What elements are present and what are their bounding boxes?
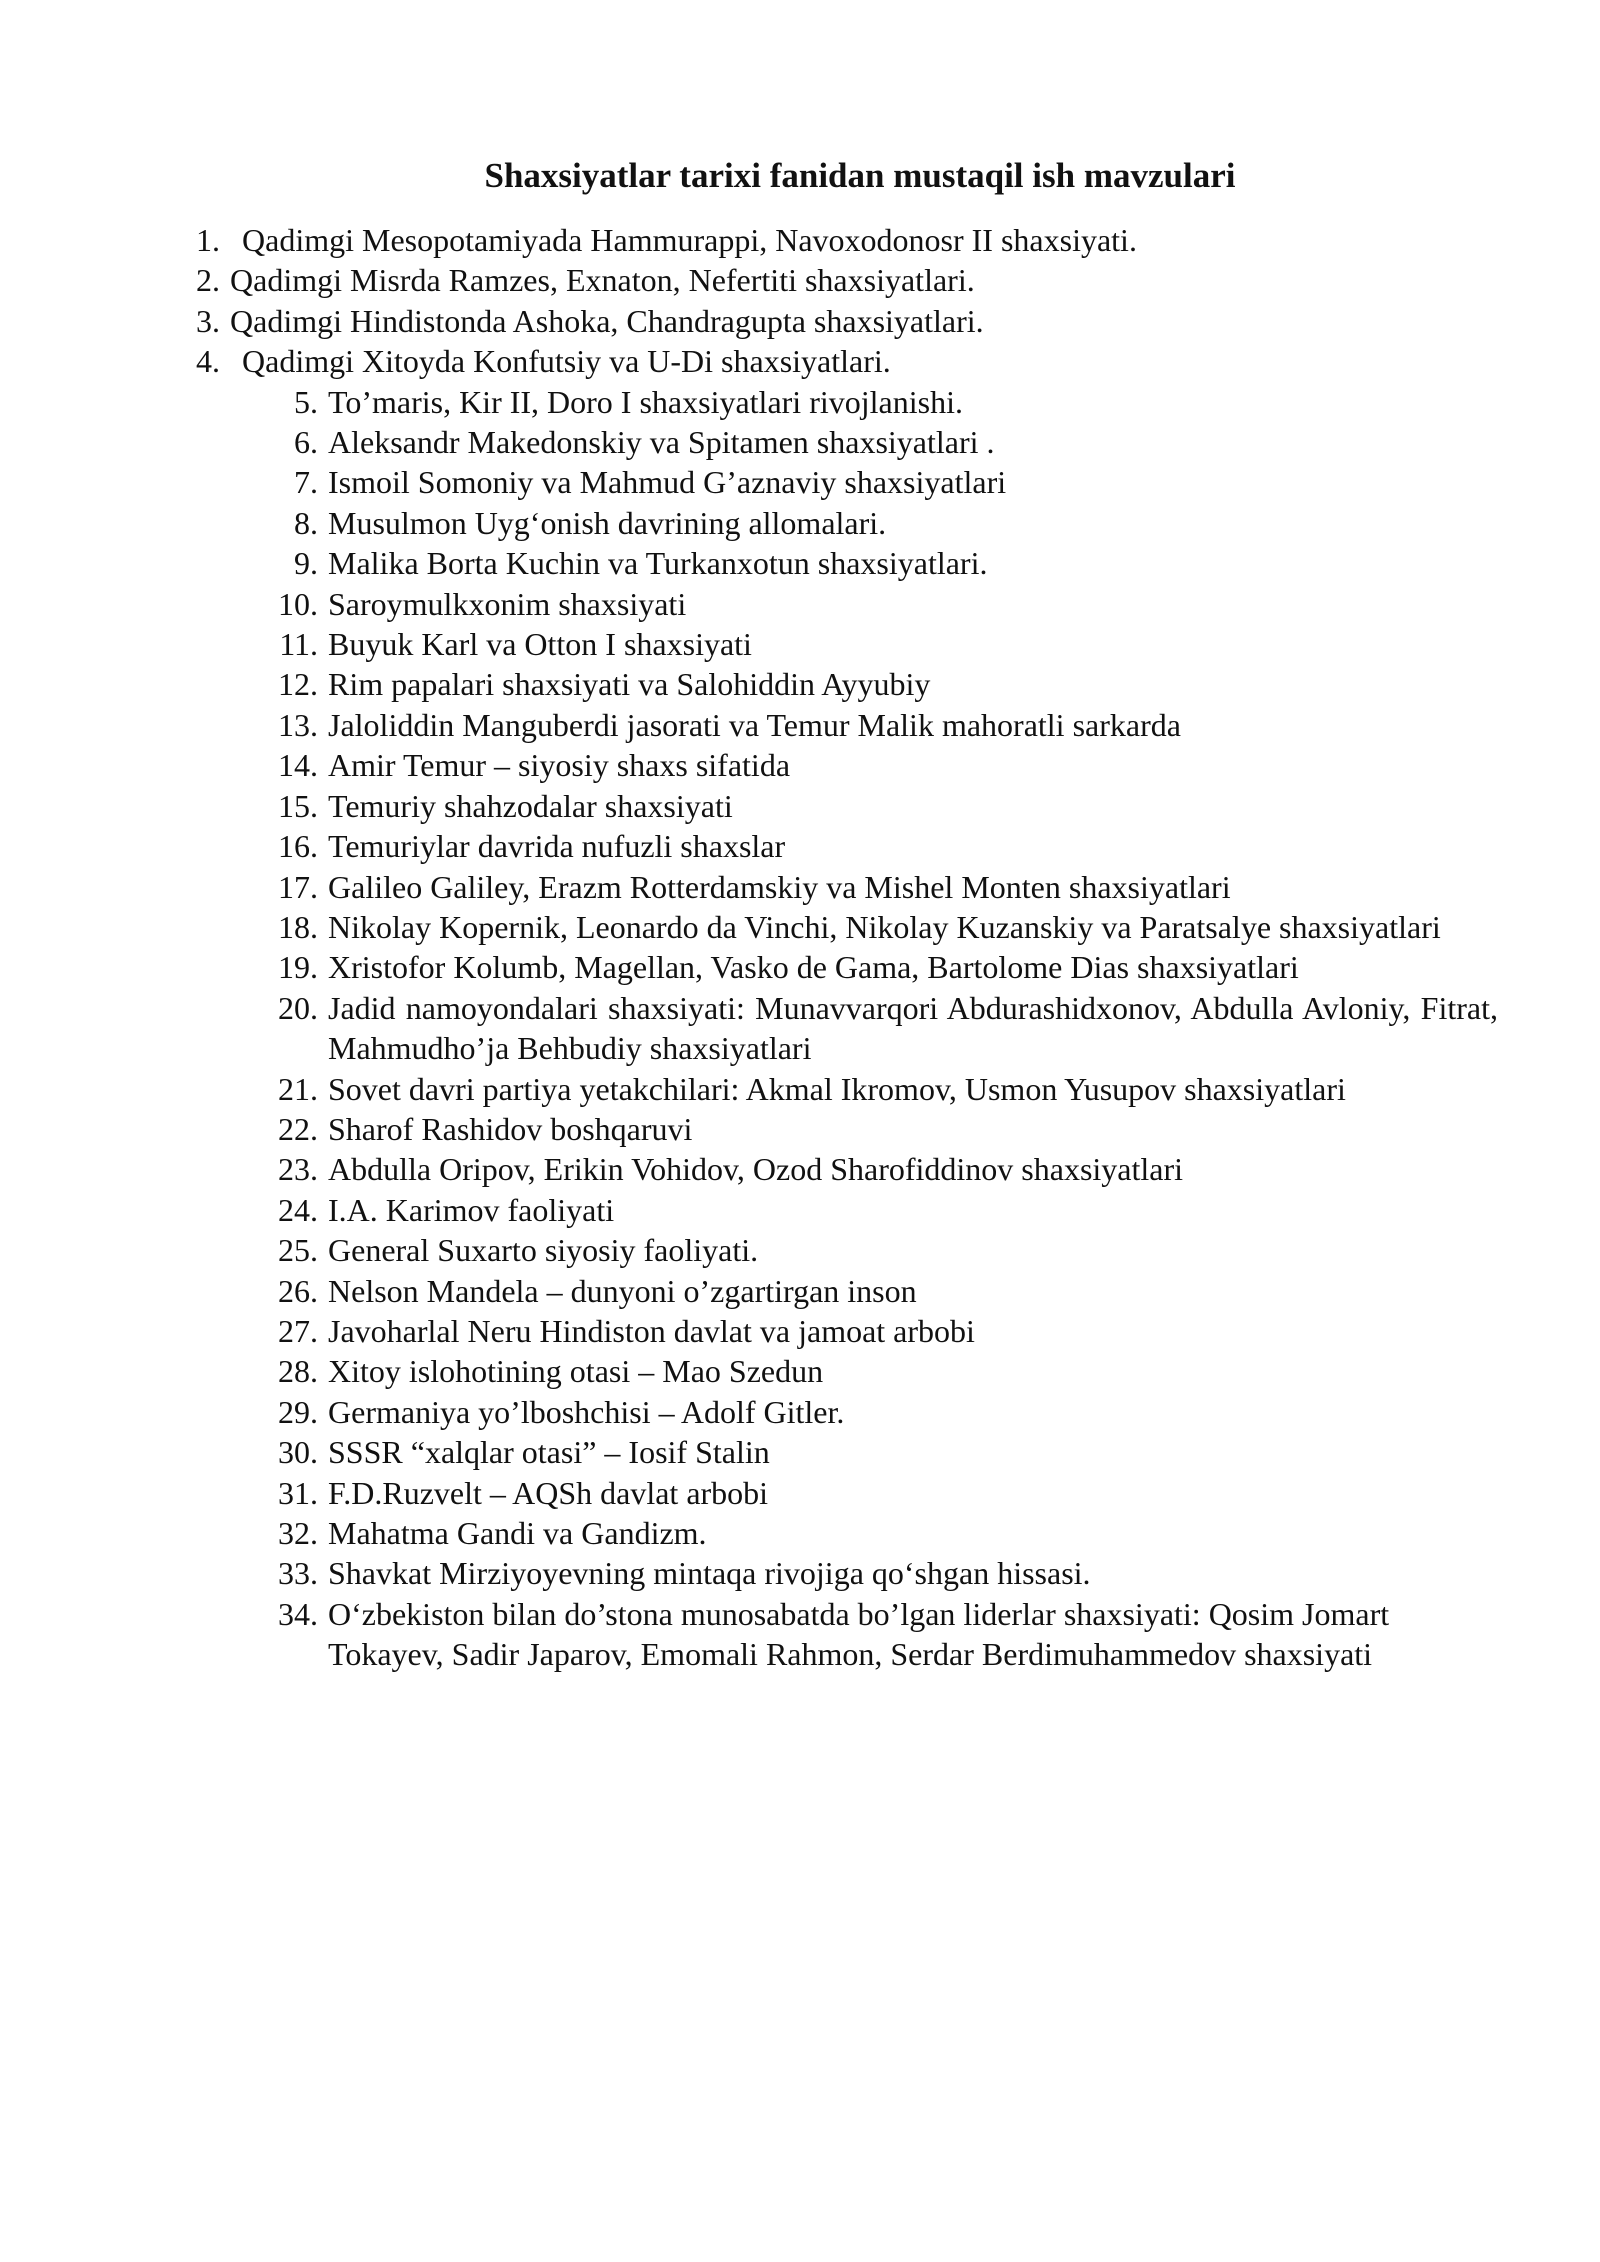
list-item bbox=[0, 341, 1600, 381]
list-item-number: 4. bbox=[196, 343, 220, 380]
list-item-text: Aleksandr Makedonskiy va Spitamen shaxsiyatlari . bbox=[328, 424, 995, 461]
list-item bbox=[0, 462, 1600, 502]
list-item-text: Saroymulkxonim shaxsiyati bbox=[328, 585, 687, 622]
list-item bbox=[0, 1553, 1600, 1593]
list-item-text: Nikolay Kopernik, Leonardo da Vinchi, Nikolay Kuzanskiy va Paratsalye shaxsiyatlari bbox=[328, 908, 1441, 945]
list-item bbox=[0, 1432, 1600, 1472]
list-item bbox=[0, 1190, 1600, 1230]
list-item-number: 15. bbox=[278, 787, 318, 824]
list-item-text: Amir Temur – siyosiy shaxs sifatida bbox=[328, 747, 791, 784]
list-item-number: 25. bbox=[278, 1232, 318, 1269]
list-item bbox=[0, 826, 1600, 866]
list-item-text: Mahatma Gandi va Gandizm. bbox=[328, 1515, 707, 1551]
list-item-number: 1. bbox=[196, 222, 220, 258]
list-item-text: Abdulla Oripov, Erikin Vohidov, Ozod Sharofiddinov shaxsiyatlari bbox=[328, 1151, 1184, 1188]
topics-list bbox=[0, 220, 1600, 1675]
list-item-text: Nelson Mandela – dunyoni o’zgartirgan inson bbox=[328, 1272, 917, 1309]
list-item-number: 21. bbox=[278, 1070, 318, 1107]
list-item-text: Sharof Rashidov boshqaruvi bbox=[328, 1110, 693, 1147]
list-item-number: 2. bbox=[196, 262, 220, 299]
list-item-number: 24. bbox=[278, 1191, 318, 1228]
list-item-text: Jadid namoyondalari shaxsiyati: Munavvarqori Abdurashidxonov, Abdulla Avloniy, Fitrat, Mahmudho’ja Behbudiy shaxsiyatlari bbox=[328, 989, 1498, 1067]
list-item-number: 34. bbox=[278, 1595, 318, 1632]
list-item-text: I.A. Karimov faoliyati bbox=[328, 1191, 615, 1228]
list-item-text: Musulmon Uygʻonish davrining allomalari. bbox=[328, 504, 887, 541]
list-item bbox=[0, 1311, 1600, 1351]
list-item-text: Qadimgi Misrda Ramzes, Exnaton, Nefertiti shaxsiyatlari. bbox=[230, 262, 975, 299]
list-item-number: 5. bbox=[294, 383, 318, 420]
list-item-number: 30. bbox=[278, 1434, 318, 1471]
list-item bbox=[0, 705, 1600, 745]
list-item-number: 11. bbox=[279, 626, 318, 663]
list-item bbox=[0, 220, 1600, 260]
list-item-text: Buyuk Karl va Otton I shaxsiyati bbox=[328, 626, 752, 663]
list-item bbox=[0, 988, 1600, 1069]
list-item bbox=[0, 543, 1600, 583]
list-item bbox=[0, 786, 1600, 826]
list-item bbox=[0, 382, 1600, 422]
list-item bbox=[0, 947, 1600, 987]
list-item bbox=[0, 745, 1600, 785]
list-item-number: 7. bbox=[294, 464, 318, 501]
list-item-text: Jaloliddin Manguberdi jasorati va Temur Malik mahoratli sarkarda bbox=[328, 706, 1181, 743]
list-item-number: 31. bbox=[278, 1474, 318, 1511]
list-item bbox=[0, 584, 1600, 624]
list-item-number: 13. bbox=[278, 706, 318, 743]
list-item-text: Sovet davri partiya yetakchilari: Akmal Ikromov, Usmon Yusupov shaxsiyatlari bbox=[328, 1070, 1346, 1107]
list-item bbox=[0, 422, 1600, 462]
list-item bbox=[0, 1069, 1600, 1109]
list-item-number: 33. bbox=[278, 1555, 318, 1592]
list-item-number: 29. bbox=[278, 1393, 318, 1430]
list-item bbox=[0, 503, 1600, 543]
list-item-number: 27. bbox=[278, 1312, 318, 1349]
list-item-number: 16. bbox=[278, 828, 318, 865]
list-item bbox=[0, 907, 1600, 947]
list-item-number: 32. bbox=[278, 1515, 318, 1551]
list-item-number: 12. bbox=[278, 666, 318, 703]
list-item-number: 22. bbox=[278, 1110, 318, 1147]
document-title: Shaxsiyatlar tarixi fanidan mustaqil ish mavzulari bbox=[484, 156, 1236, 195]
list-item-text: Germaniya yo’lboshchisi – Adolf Gitler. bbox=[328, 1393, 845, 1430]
list-item-number: 28. bbox=[278, 1353, 318, 1390]
list-item bbox=[0, 1230, 1600, 1270]
list-item-number: 19. bbox=[278, 949, 318, 986]
list-item bbox=[0, 1351, 1600, 1391]
list-item bbox=[0, 1473, 1600, 1513]
list-item-text: Shavkat Mirziyoyevning mintaqa rivojiga qoʻshgan hissasi. bbox=[328, 1555, 1091, 1592]
list-item-text: Ismoil Somoniy va Mahmud G’aznaviy shaxsiyatlari bbox=[328, 464, 1007, 501]
list-item-number: 18. bbox=[278, 908, 318, 945]
list-item-text: Galileo Galiley, Erazm Rotterdamskiy va Mishel Monten shaxsiyatlari bbox=[328, 868, 1231, 905]
list-item-number: 17. bbox=[278, 868, 318, 905]
list-item-number: 9. bbox=[294, 545, 318, 582]
list-item-number: 26. bbox=[278, 1272, 318, 1309]
list-item-text: Javoharlal Neru Hindiston davlat va jamoat arbobi bbox=[328, 1312, 975, 1349]
list-item bbox=[0, 301, 1600, 341]
list-item-text: Rim papalari shaxsiyati va Salohiddin Ayyubiy bbox=[328, 666, 931, 703]
list-item-number: 14. bbox=[278, 747, 318, 784]
list-item-number: 8. bbox=[294, 504, 318, 541]
list-item bbox=[0, 1109, 1600, 1149]
list-item-text: Malika Borta Kuchin va Turkanxotun shaxsiyatlari. bbox=[328, 545, 988, 582]
list-item-text: Qadimgi Hindistonda Ashoka, Chandragupta shaxsiyatlari. bbox=[230, 302, 984, 339]
list-item-text: Temuriylar davrida nufuzli shaxslar bbox=[328, 828, 786, 865]
list-item-text: Xristofor Kolumb, Magellan, Vasko de Gama, Bartolome Dias shaxsiyatlari bbox=[328, 949, 1299, 986]
list-item-text: Qadimgi Xitoyda Konfutsiy va U-Di shaxsiyatlari. bbox=[242, 343, 891, 380]
list-item-text: SSSR “xalqlar otasi” – Iosif Stalin bbox=[328, 1434, 770, 1471]
list-item bbox=[0, 1149, 1600, 1189]
list-item-text: To’maris, Kir II, Doro I shaxsiyatlari rivojlanishi. bbox=[328, 383, 963, 420]
list-item bbox=[0, 867, 1600, 907]
list-item-text: F.D.Ruzvelt – AQSh davlat arbobi bbox=[328, 1474, 769, 1511]
list-item bbox=[0, 1392, 1600, 1432]
list-item bbox=[0, 1271, 1600, 1311]
list-item bbox=[0, 1513, 1600, 1553]
list-item-text: Qadimgi Mesopotamiyada Hammurappi, Navoxodonosr II shaxsiyati. bbox=[242, 222, 1137, 258]
list-item bbox=[0, 260, 1600, 300]
list-item-text: Temuriy shahzodalar shaxsiyati bbox=[328, 787, 733, 824]
list-item-number: 3. bbox=[196, 302, 220, 339]
list-item-number: 6. bbox=[294, 424, 318, 461]
list-item-text: Xitoy islohotining otasi – Mao Szedun bbox=[328, 1353, 824, 1390]
list-item-number: 10. bbox=[278, 585, 318, 622]
list-item bbox=[0, 1594, 1600, 1675]
list-item-text: General Suxarto siyosiy faoliyati. bbox=[328, 1232, 759, 1269]
list-item bbox=[0, 664, 1600, 704]
list-item-number: 20. bbox=[278, 989, 318, 1026]
list-item bbox=[0, 624, 1600, 664]
list-item-text: Oʻzbekiston bilan do’stona munosabatda bo’lgan liderlar shaxsiyati: Qosim Jomart Tokayev, Sadir Japarov, Emomali Rahmon, Serdar Berdimuhammedov shaxsiyati bbox=[328, 1595, 1390, 1673]
list-item-number: 23. bbox=[278, 1151, 318, 1188]
